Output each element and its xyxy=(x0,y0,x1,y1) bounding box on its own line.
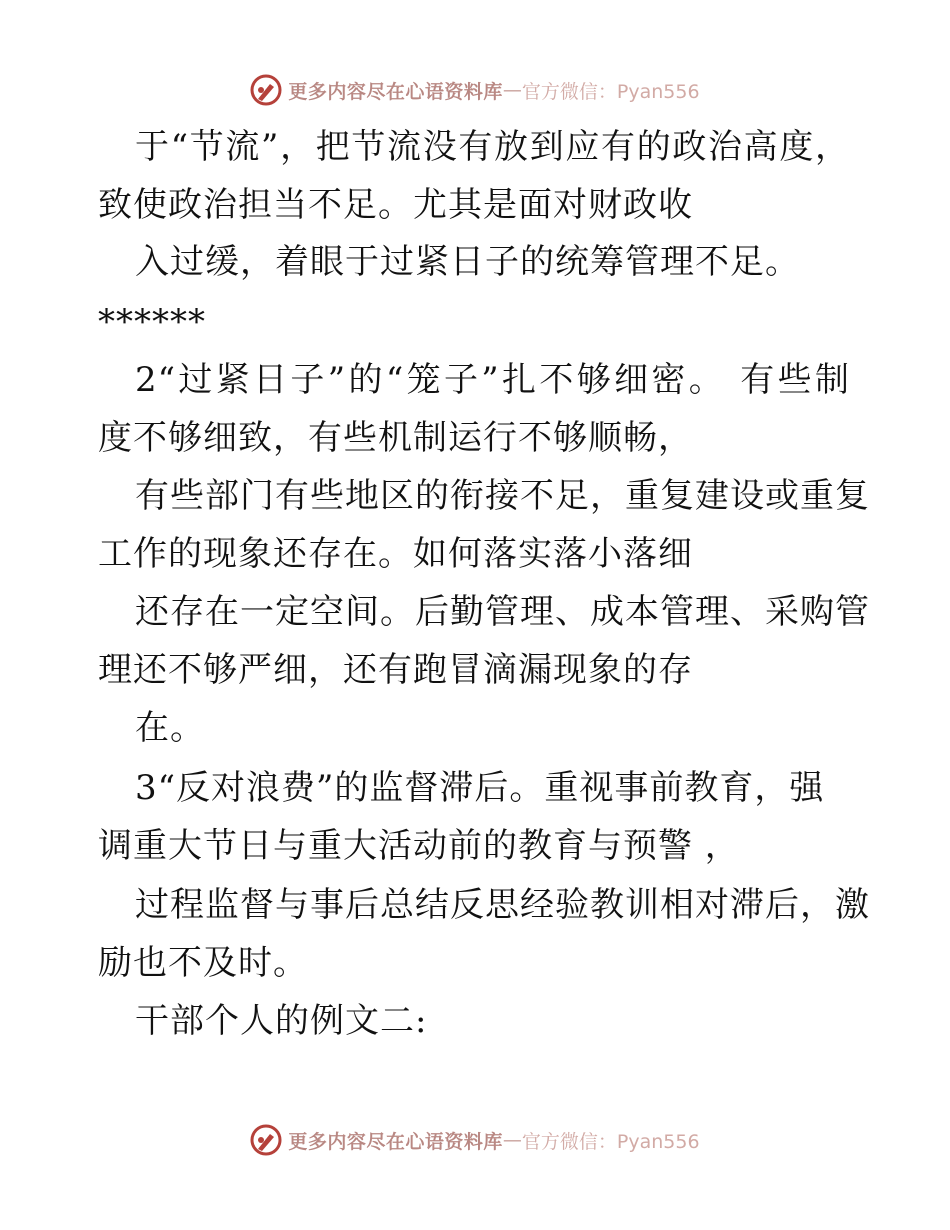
paragraph-line: 度不够细致，有些机制运行不够顺畅， xyxy=(98,418,693,458)
watermark-separator: — xyxy=(502,79,522,101)
paragraph-line: 有些部门有些地区的衔接不足，重复建设或重复 xyxy=(135,476,870,516)
paragraph-line: 理还不够严细，还有跑冒滴漏现象的存 xyxy=(98,650,693,690)
paragraph-line: 致使政治担当不足。尤其是面对财政收 xyxy=(98,185,693,225)
paragraph-line: 2“过紧日子”的“笼子”扎不够细密。 有些制 xyxy=(135,360,850,400)
asterisk-divider: ****** xyxy=(98,302,206,342)
pen-logo-icon xyxy=(250,1124,282,1156)
paragraph-line: 过程监督与事后总结反思经验教训相对滞后，激 xyxy=(135,885,870,925)
paragraph-line: 于“节流”，把节流没有放到应有的政治高度， xyxy=(135,127,850,167)
watermark-contact: 官方微信：Pyan556 xyxy=(521,1130,700,1153)
watermark-contact: 官方微信：Pyan556 xyxy=(521,80,700,103)
pen-logo-icon xyxy=(250,74,282,106)
paragraph-line: 3“反对浪费”的监督滞后。重视事前教育，强 xyxy=(135,768,825,808)
paragraph-line: 入过缓，着眼于过紧日子的统筹管理不足。 xyxy=(135,242,800,282)
watermark-separator: — xyxy=(502,1129,522,1151)
footer-watermark xyxy=(0,1120,950,1160)
watermark-brand: 更多内容尽在心语资料库 xyxy=(288,80,503,103)
section-heading: 干部个人的例文二: xyxy=(135,1001,428,1041)
header-watermark xyxy=(0,70,950,110)
paragraph-line: 调重大节日与重大活动前的教育与预警 ， xyxy=(98,826,740,866)
paragraph-line: 还存在一定空间。后勤管理、成本管理、采购管 xyxy=(135,592,870,632)
paragraph-line: 工作的现象还存在。如何落实落小落细 xyxy=(98,534,693,574)
watermark-brand: 更多内容尽在心语资料库 xyxy=(288,1130,503,1153)
paragraph-line: 励也不及时。 xyxy=(98,943,308,983)
paragraph-line: 在。 xyxy=(135,708,205,748)
